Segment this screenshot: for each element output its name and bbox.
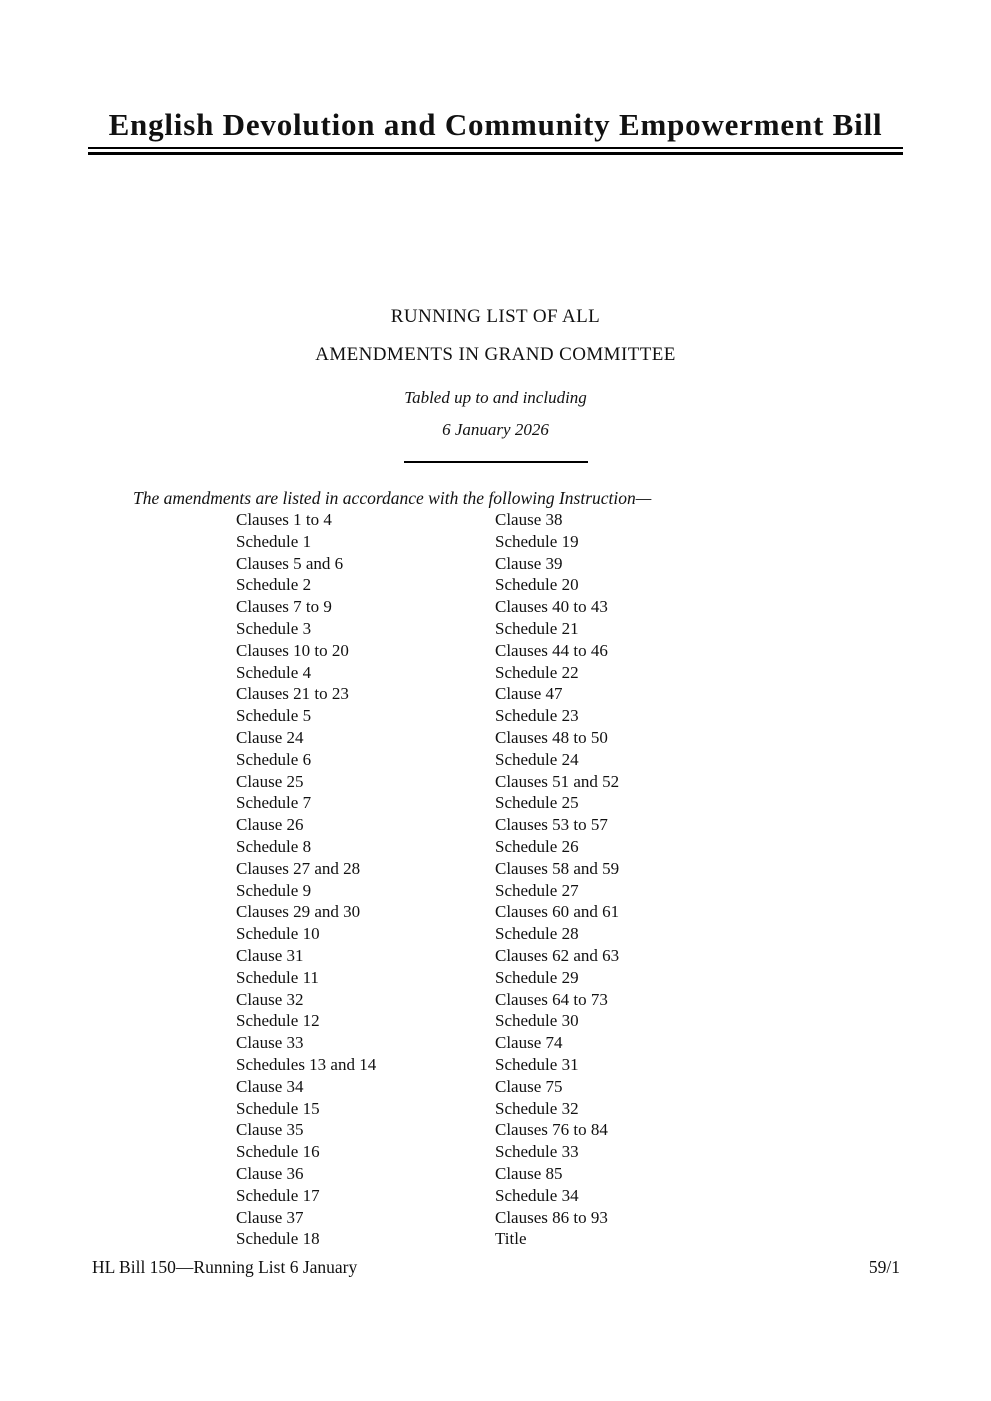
- list-item: Clause 31: [236, 945, 304, 965]
- list-item: Clause 32: [236, 989, 304, 1009]
- instruction-column-left: [236, 509, 495, 1250]
- list-item: Clauses 7 to 9: [236, 597, 332, 617]
- list-item: Schedule 32: [495, 1098, 579, 1118]
- list-item: Clauses 21 to 23: [236, 684, 349, 704]
- list-item: Schedule 2: [236, 575, 312, 595]
- list-item: Clause 37: [236, 1207, 304, 1227]
- list-item: Schedule 10: [236, 924, 320, 944]
- list-item: Clauses 64 to 73: [495, 989, 608, 1009]
- list-item: Clause 33: [236, 1033, 304, 1053]
- list-item: Schedule 27: [495, 880, 579, 900]
- section-divider-rule: [404, 461, 588, 463]
- list-item: Clauses 62 and 63: [495, 945, 620, 965]
- list-item: Schedule 16: [236, 1142, 320, 1162]
- running-list-heading-line1: RUNNING LIST OF ALL: [390, 306, 601, 327]
- list-item: Schedule 25: [495, 793, 579, 813]
- list-item: Clause 26: [236, 815, 304, 835]
- list-item: Schedule 12: [236, 1011, 320, 1031]
- list-item: Schedule 1: [236, 531, 312, 551]
- list-item: Clause 35: [236, 1120, 304, 1140]
- list-item: Clauses 60 and 61: [495, 902, 620, 922]
- list-item: Schedule 22: [495, 662, 579, 682]
- list-item: Schedule 28: [495, 924, 579, 944]
- list-item: Schedule 8: [236, 836, 312, 856]
- list-item: Clause 85: [495, 1163, 563, 1183]
- list-item: Schedule 20: [495, 575, 579, 595]
- list-item: Schedule 9: [236, 880, 312, 900]
- list-item: Clauses 5 and 6: [236, 553, 344, 573]
- list-item: Schedule 30: [495, 1011, 579, 1031]
- list-item: Clause 36: [236, 1163, 304, 1183]
- list-item: Schedule 31: [495, 1054, 579, 1074]
- list-item: Clauses 10 to 20: [236, 640, 349, 660]
- list-item: Schedule 33: [495, 1142, 579, 1162]
- list-item: Clauses 58 and 59: [495, 858, 620, 878]
- list-item: Clauses 29 and 30: [236, 902, 361, 922]
- list-item: Clause 24: [236, 727, 304, 747]
- list-item: Clauses 27 and 28: [236, 858, 361, 878]
- footer-bill-reference: HL Bill 150—Running List 6 January: [92, 1257, 358, 1277]
- tabled-note: Tabled up to and including: [404, 388, 587, 407]
- list-item: Clauses 48 to 50: [495, 727, 608, 747]
- list-item: Schedule 3: [236, 618, 312, 638]
- list-item: Schedule 17: [236, 1185, 320, 1205]
- list-item: Schedule 23: [495, 706, 579, 726]
- list-item: Schedule 29: [495, 967, 579, 987]
- list-item: Clauses 40 to 43: [495, 597, 608, 617]
- list-item: Clause 34: [236, 1076, 304, 1096]
- page-footer: [92, 1256, 900, 1278]
- list-item: Schedule 11: [236, 967, 319, 987]
- list-item: Clauses 86 to 93: [495, 1207, 608, 1227]
- list-item: Clauses 1 to 4: [236, 510, 332, 529]
- list-item: Clause 47: [495, 684, 563, 704]
- list-item: Clauses 76 to 84: [495, 1120, 608, 1140]
- list-item: Schedule 19: [495, 531, 579, 551]
- list-item: Clauses 51 and 52: [495, 771, 620, 791]
- footer-session-number: 59/1: [868, 1257, 900, 1277]
- list-item: Clause 75: [495, 1076, 563, 1096]
- running-list-heading-line2: AMENDMENTS IN GRAND COMMITTEE: [315, 344, 676, 365]
- list-item: Title: [495, 1229, 527, 1249]
- bill-title: English Devolution and Community Empowerment Bill: [108, 107, 883, 142]
- list-item: Clause 74: [495, 1033, 563, 1053]
- title-double-rule: [88, 147, 903, 155]
- list-item: Schedules 13 and 14: [236, 1054, 377, 1074]
- list-item: Clause 38: [495, 510, 563, 529]
- list-item: Schedule 34: [495, 1185, 579, 1205]
- list-item: Schedule 21: [495, 618, 579, 638]
- list-item: Clause 39: [495, 553, 563, 573]
- instruction-note: The amendments are listed in accordance with the following Instruction—: [133, 488, 652, 508]
- instruction-columns: [236, 509, 903, 1250]
- tabled-date: 6 January 2026: [442, 420, 549, 439]
- list-item: Schedule 6: [236, 749, 312, 769]
- list-item: Schedule 24: [495, 749, 579, 769]
- list-item: Schedule 4: [236, 662, 312, 682]
- list-item: Schedule 26: [495, 836, 579, 856]
- list-item: Schedule 15: [236, 1098, 320, 1118]
- list-item: Schedule 7: [236, 793, 312, 813]
- list-item: Clauses 44 to 46: [495, 640, 608, 660]
- instruction-column-right: [495, 509, 795, 1250]
- list-item: Schedule 5: [236, 706, 312, 726]
- list-item: Clause 25: [236, 771, 304, 791]
- list-item: Schedule 18: [236, 1229, 320, 1249]
- title-rule-thick: [88, 152, 903, 155]
- list-item: Clauses 53 to 57: [495, 815, 608, 835]
